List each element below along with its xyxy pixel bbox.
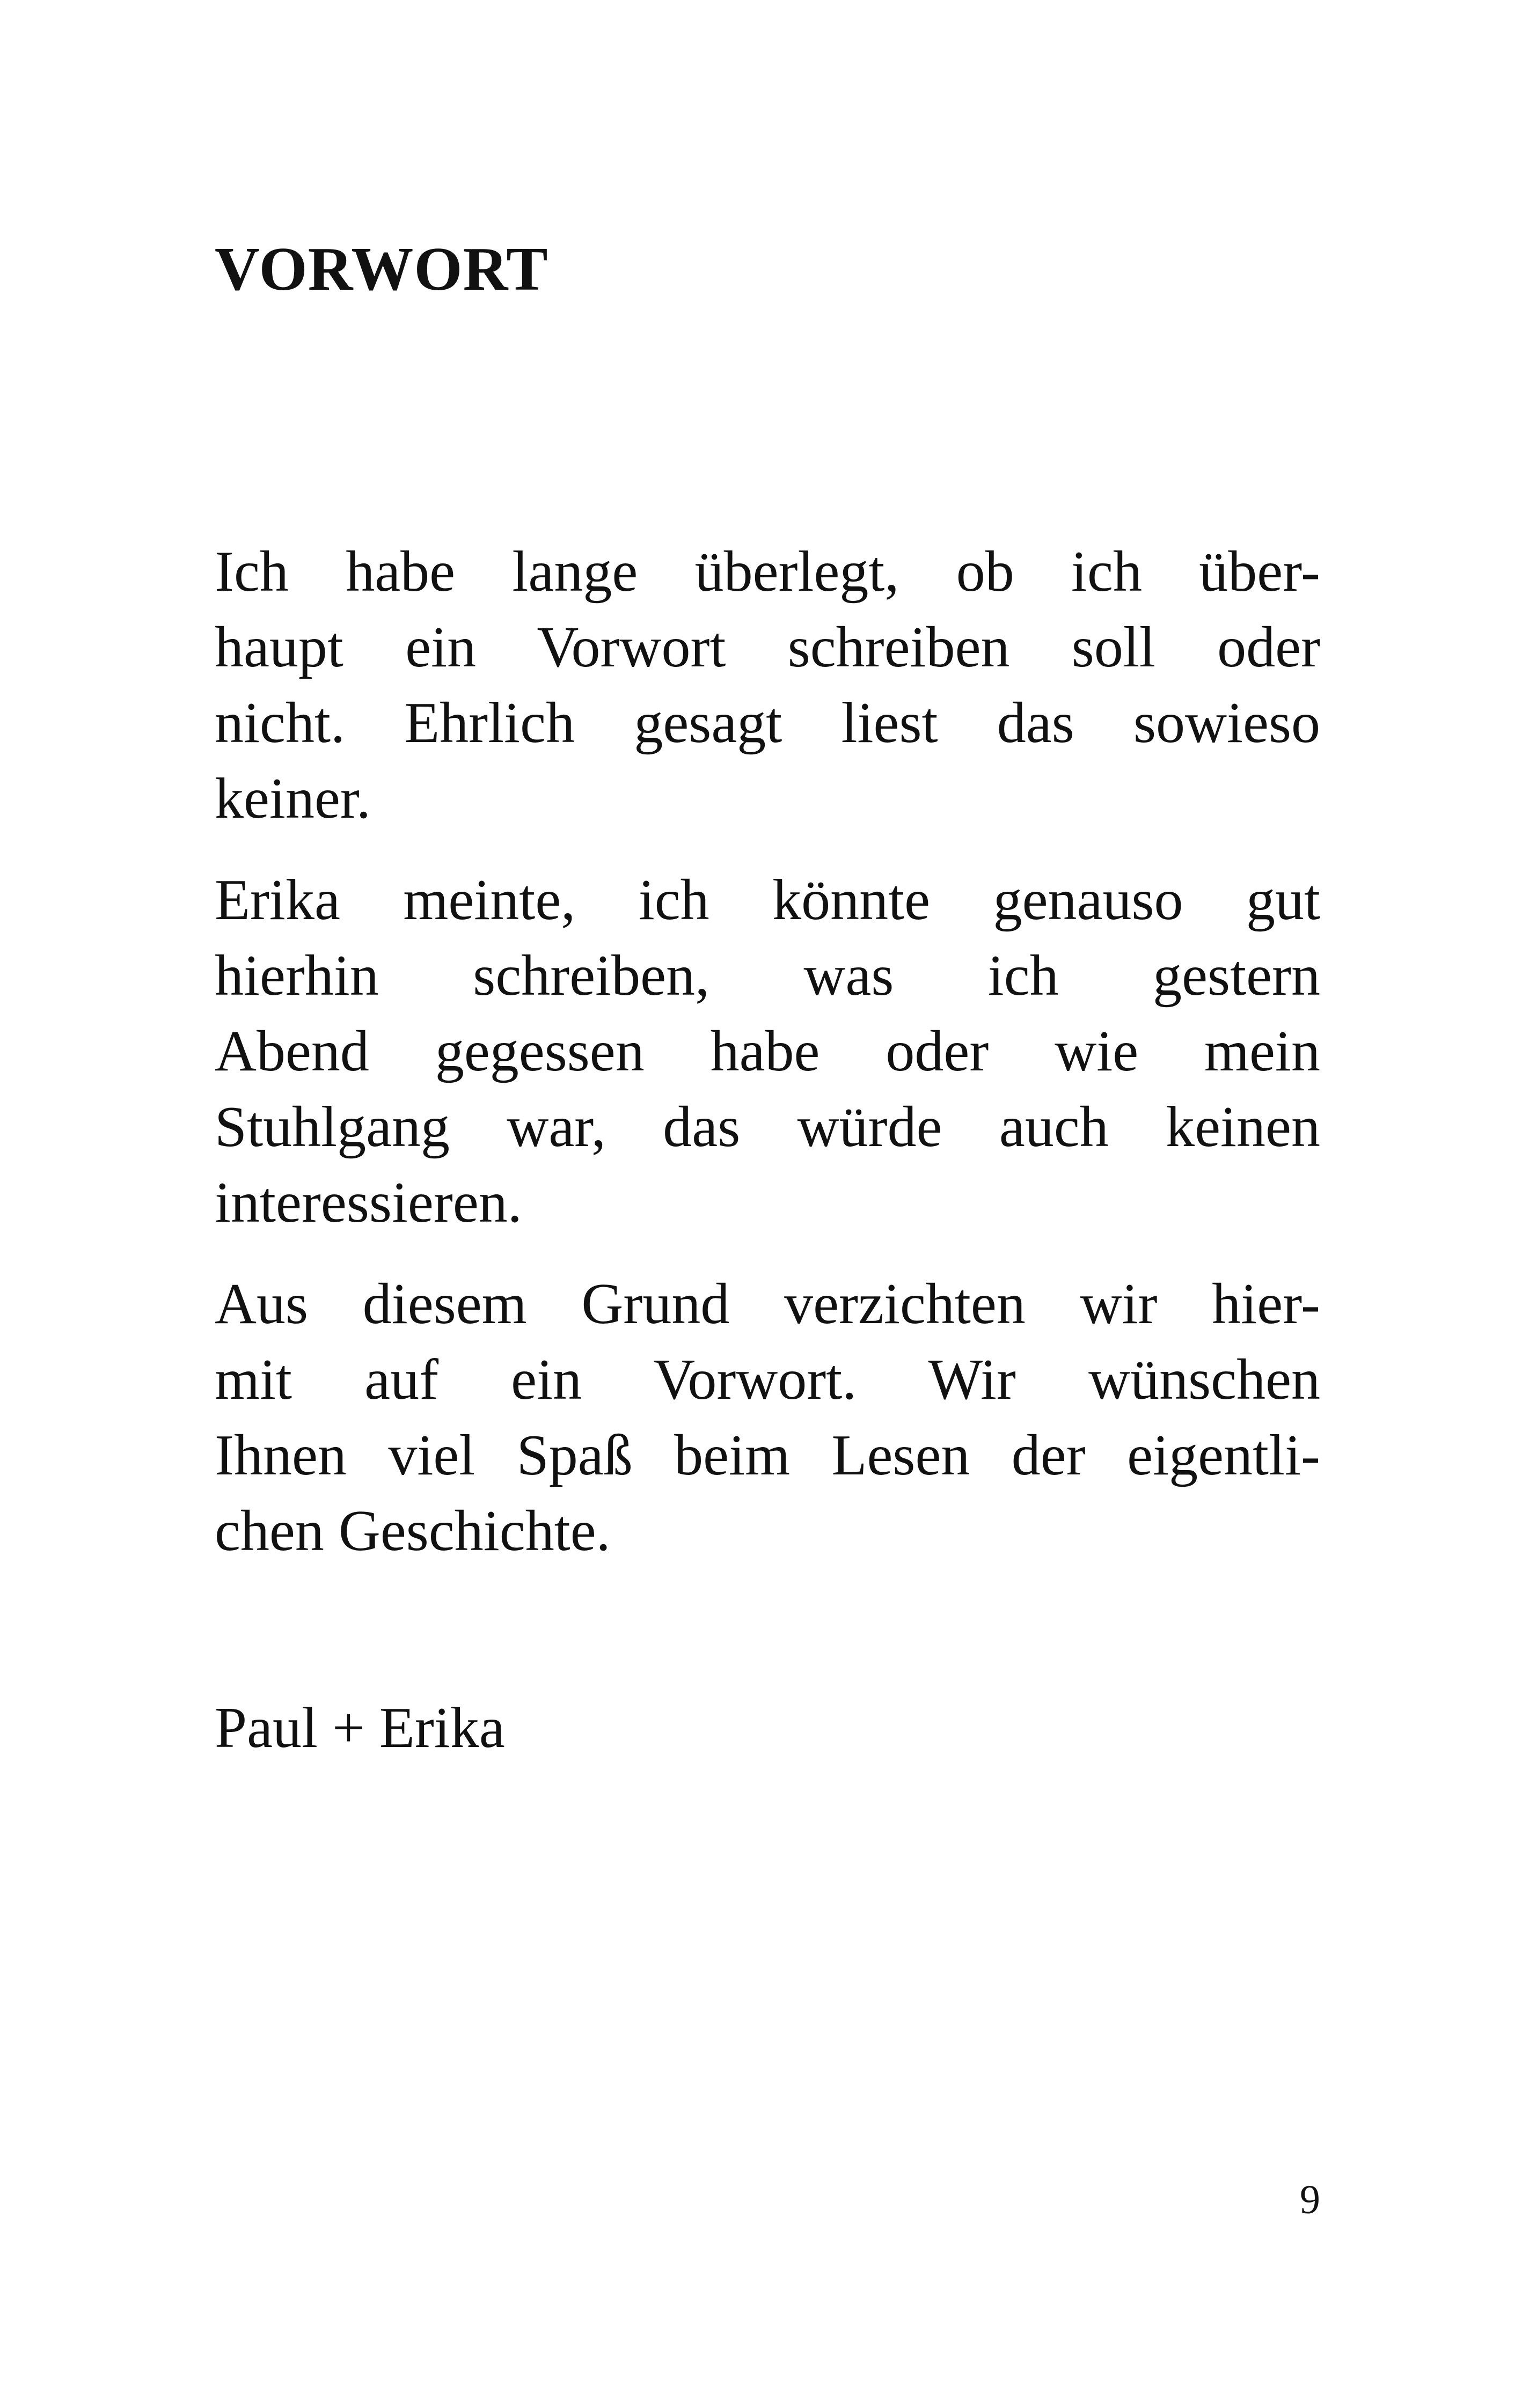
page-number: 9: [1300, 2177, 1320, 2222]
paragraph-1: [215, 534, 1320, 836]
text-line: Aus diesem Grund verzichten wir hier-: [215, 1272, 1320, 1336]
text-line: mit auf ein Vorwort. Wir wünschen: [215, 1348, 1320, 1412]
text-line: keiner.: [215, 767, 371, 831]
text-line: Stuhlgang war, das würde auch keinen: [215, 1095, 1320, 1159]
text-line: haupt ein Vorwort schreiben soll oder: [215, 615, 1320, 679]
signature: Paul + Erika: [215, 1696, 505, 1760]
paragraph-3: [215, 1266, 1320, 1569]
text-line: Erika meinte, ich könnte genauso gut: [215, 868, 1320, 932]
text-line: interessieren.: [215, 1171, 522, 1235]
text-line: Ihnen viel Spaß beim Lesen der eigentli-: [215, 1423, 1320, 1487]
paragraph-2: [215, 862, 1320, 1240]
preface-body: [215, 534, 1320, 1595]
text-line: chen Geschichte.: [215, 1499, 611, 1563]
chapter-heading: VORWORT: [215, 235, 548, 304]
text-line: nicht. Ehrlich gesagt liest das sowieso: [215, 691, 1320, 755]
text-line: Abend gegessen habe oder wie mein: [215, 1019, 1320, 1083]
text-line: hierhin schreiben, was ich gestern: [215, 944, 1320, 1008]
text-line: Ich habe lange überlegt, ob ich über-: [215, 540, 1320, 604]
